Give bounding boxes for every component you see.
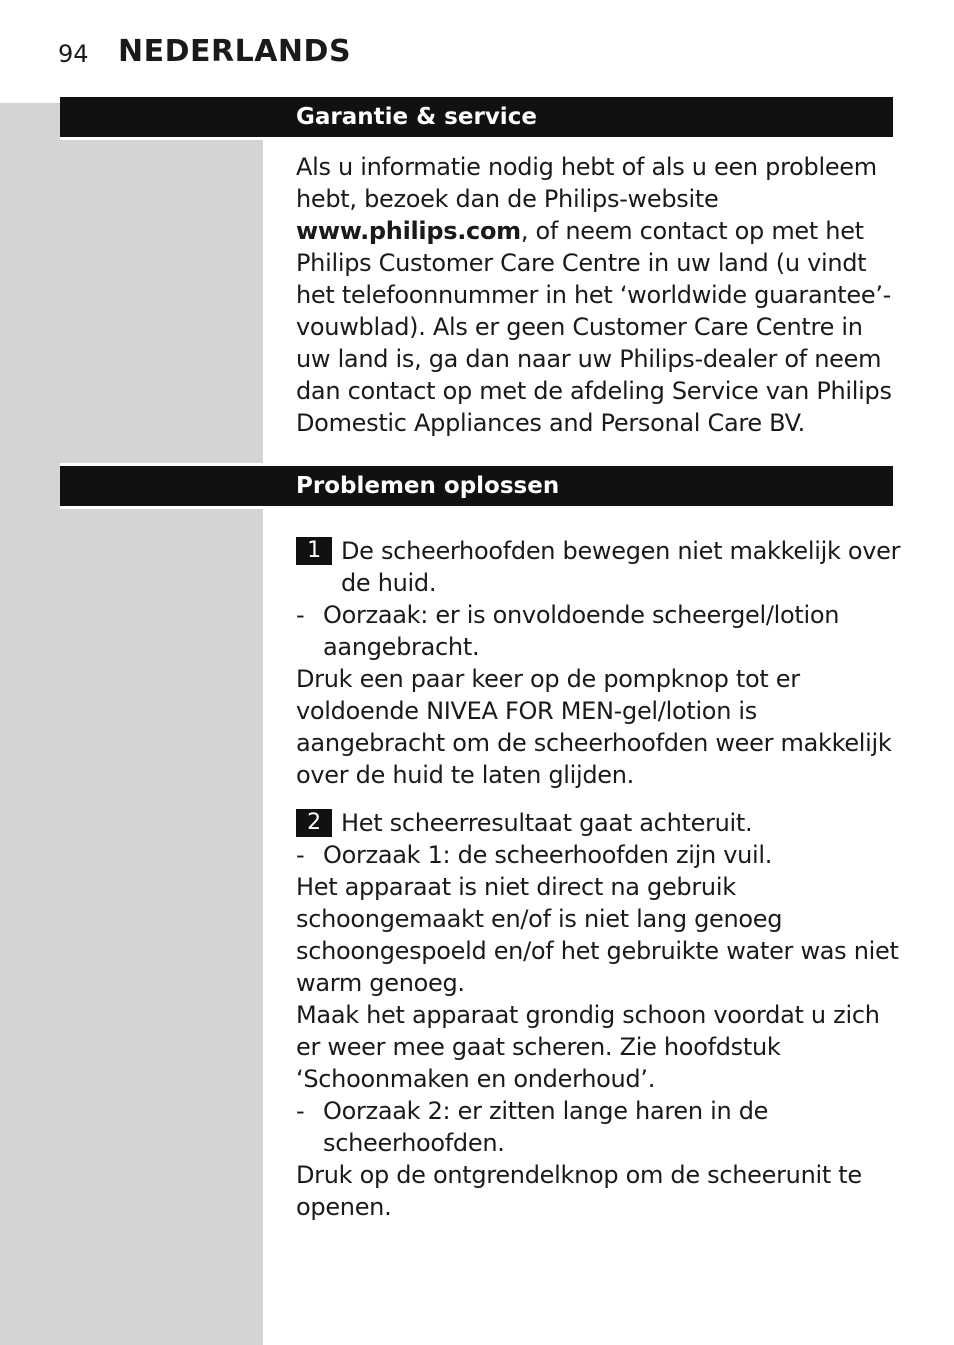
page-number: 94 — [58, 40, 89, 68]
problem-1-solution: Druk een paar keer op de pompknop tot er voldoende NIVEA FOR MEN-gel/lotion is aangebracht om de scheerhoofden weer makkelijk over de huid te laten glijden. — [296, 665, 892, 789]
troubleshooting-body — [296, 535, 901, 1223]
step-number-badge: 2 — [296, 809, 332, 837]
section-divider — [60, 506, 263, 509]
section-header-guarantee — [60, 97, 893, 137]
section-title-troubleshooting: Problemen oplossen — [296, 473, 560, 499]
problem-1-cause: - Oorzaak: er is onvoldoende scheergel/lotion aangebracht. — [296, 601, 840, 661]
philips-website-link[interactable]: www.philips.com — [296, 217, 521, 245]
section-header-troubleshooting — [60, 466, 893, 506]
page-header — [0, 0, 954, 103]
problem-2-solution-1a: Het apparaat is niet direct na gebruik schoongemaakt en/of is niet lang genoeg schoongespoeld en/of het gebruikte water was niet warm genoeg. — [296, 873, 899, 997]
problem-2-heading: 2 Het scheerresultaat gaat achteruit. — [296, 807, 901, 839]
margin-band — [0, 103, 263, 1345]
problem-2-cause-2: - Oorzaak 2: er zitten lange haren in de scheerhoofden. — [296, 1097, 769, 1157]
section-title-guarantee: Garantie & service — [296, 104, 537, 130]
language-title: NEDERLANDS — [118, 34, 352, 69]
problem-1-heading: 1 De scheerhoofden bewegen niet makkelijk over de huid. — [296, 535, 901, 599]
step-number-badge: 1 — [296, 537, 332, 565]
problem-2-solution-2: Druk op de ontgrendelknop om de scheerunit te openen. — [296, 1161, 862, 1221]
guarantee-paragraph: Als u informatie nodig hebt of als u een probleem hebt, bezoek dan de Philips-website www.philips.com, of neem contact op met het Philips Customer Care Centre in uw land (u vindt het telefoonnummer in het ‘worldwide guarantee’-vouwblad). Als er geen Customer Care Centre in uw land is, ga dan naar uw Philips-dealer of neem dan contact op met de afdeling Service van Philips Domestic Appliances and Personal Care BV. — [296, 153, 892, 437]
section-divider — [60, 137, 263, 140]
problem-2-cause-1: - Oorzaak 1: de scheerhoofden zijn vuil. — [296, 841, 773, 869]
problem-2-solution-1b: Maak het apparaat grondig schoon voordat u zich er weer mee gaat scheren. Zie hoofdstuk ‘Schoonmaken en onderhoud’. — [296, 1001, 880, 1093]
guarantee-body — [296, 151, 901, 439]
